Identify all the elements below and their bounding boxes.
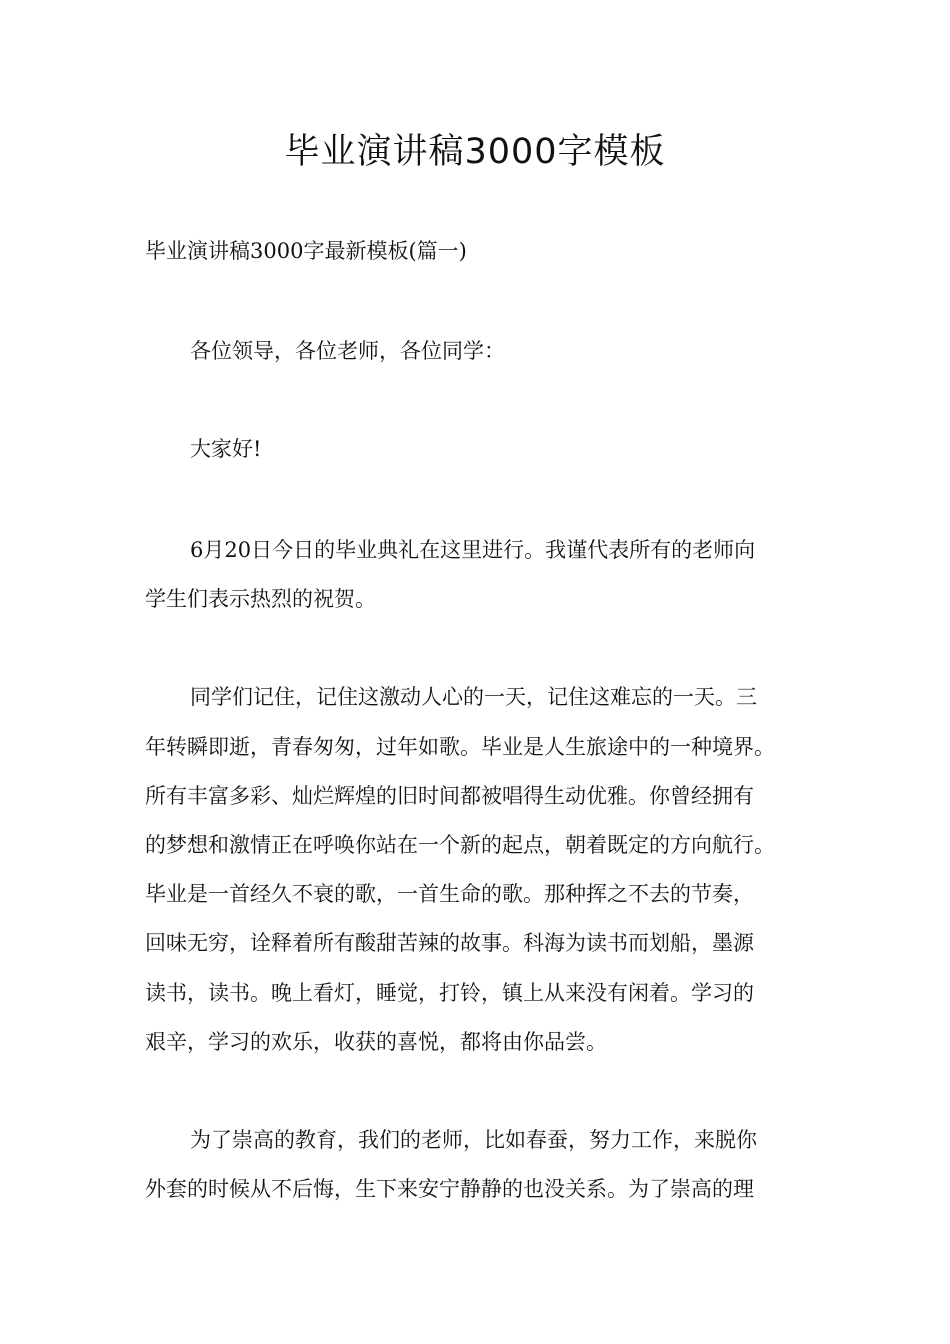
paragraph-3-line-2: 外套的时候从不后悔，生下来安宁静静的也没关系。为了崇高的理 xyxy=(145,1177,754,1201)
document-subtitle: 毕业演讲稿3000字最新模板(篇一) xyxy=(145,239,467,263)
paragraph-2-line-3: 所有丰富多彩、灿烂辉煌的旧时间都被唱得生动优雅。你曾经拥有 xyxy=(145,784,754,808)
paragraph-1-line-2: 学生们表示热烈的祝贺。 xyxy=(145,587,376,611)
paragraph-1-line-1: 6月20日今日的毕业典礼在这里进行。我谨代表所有的老师向 xyxy=(190,538,756,562)
document-title: 毕业演讲稿3000字模板 xyxy=(284,132,666,172)
paragraph-2-line-4: 的梦想和激情正在呼唤你站在一个新的起点，朝着既定的方向航行。 xyxy=(145,833,775,857)
paragraph-2-line-7: 读书，读书。晚上看灯，睡觉，打铃，镇上从来没有闲着。学习的 xyxy=(145,981,754,1005)
paragraph-2-line-2: 年转瞬即逝，青春匆匆，过年如歌。毕业是人生旅途中的一种境界。 xyxy=(145,735,775,759)
paragraph-2-line-8: 艰辛，学习的欢乐，收获的喜悦，都将由你品尝。 xyxy=(145,1030,607,1054)
greeting-line: 各位领导，各位老师，各位同学： xyxy=(190,339,505,363)
paragraph-2-line-1: 同学们记住，记住这激动人心的一天，记住这难忘的一天。三 xyxy=(190,685,757,709)
hello-line: 大家好! xyxy=(190,437,262,461)
paragraph-2-line-5: 毕业是一首经久不衰的歌，一首生命的歌。那种挥之不去的节奏， xyxy=(145,882,754,906)
paragraph-2-line-6: 回味无穷，诠释着所有酸甜苦辣的故事。科海为读书而划船，墨源 xyxy=(145,931,754,955)
paragraph-3-line-1: 为了崇高的教育，我们的老师，比如春蚕，努力工作，来脱你 xyxy=(190,1128,757,1152)
